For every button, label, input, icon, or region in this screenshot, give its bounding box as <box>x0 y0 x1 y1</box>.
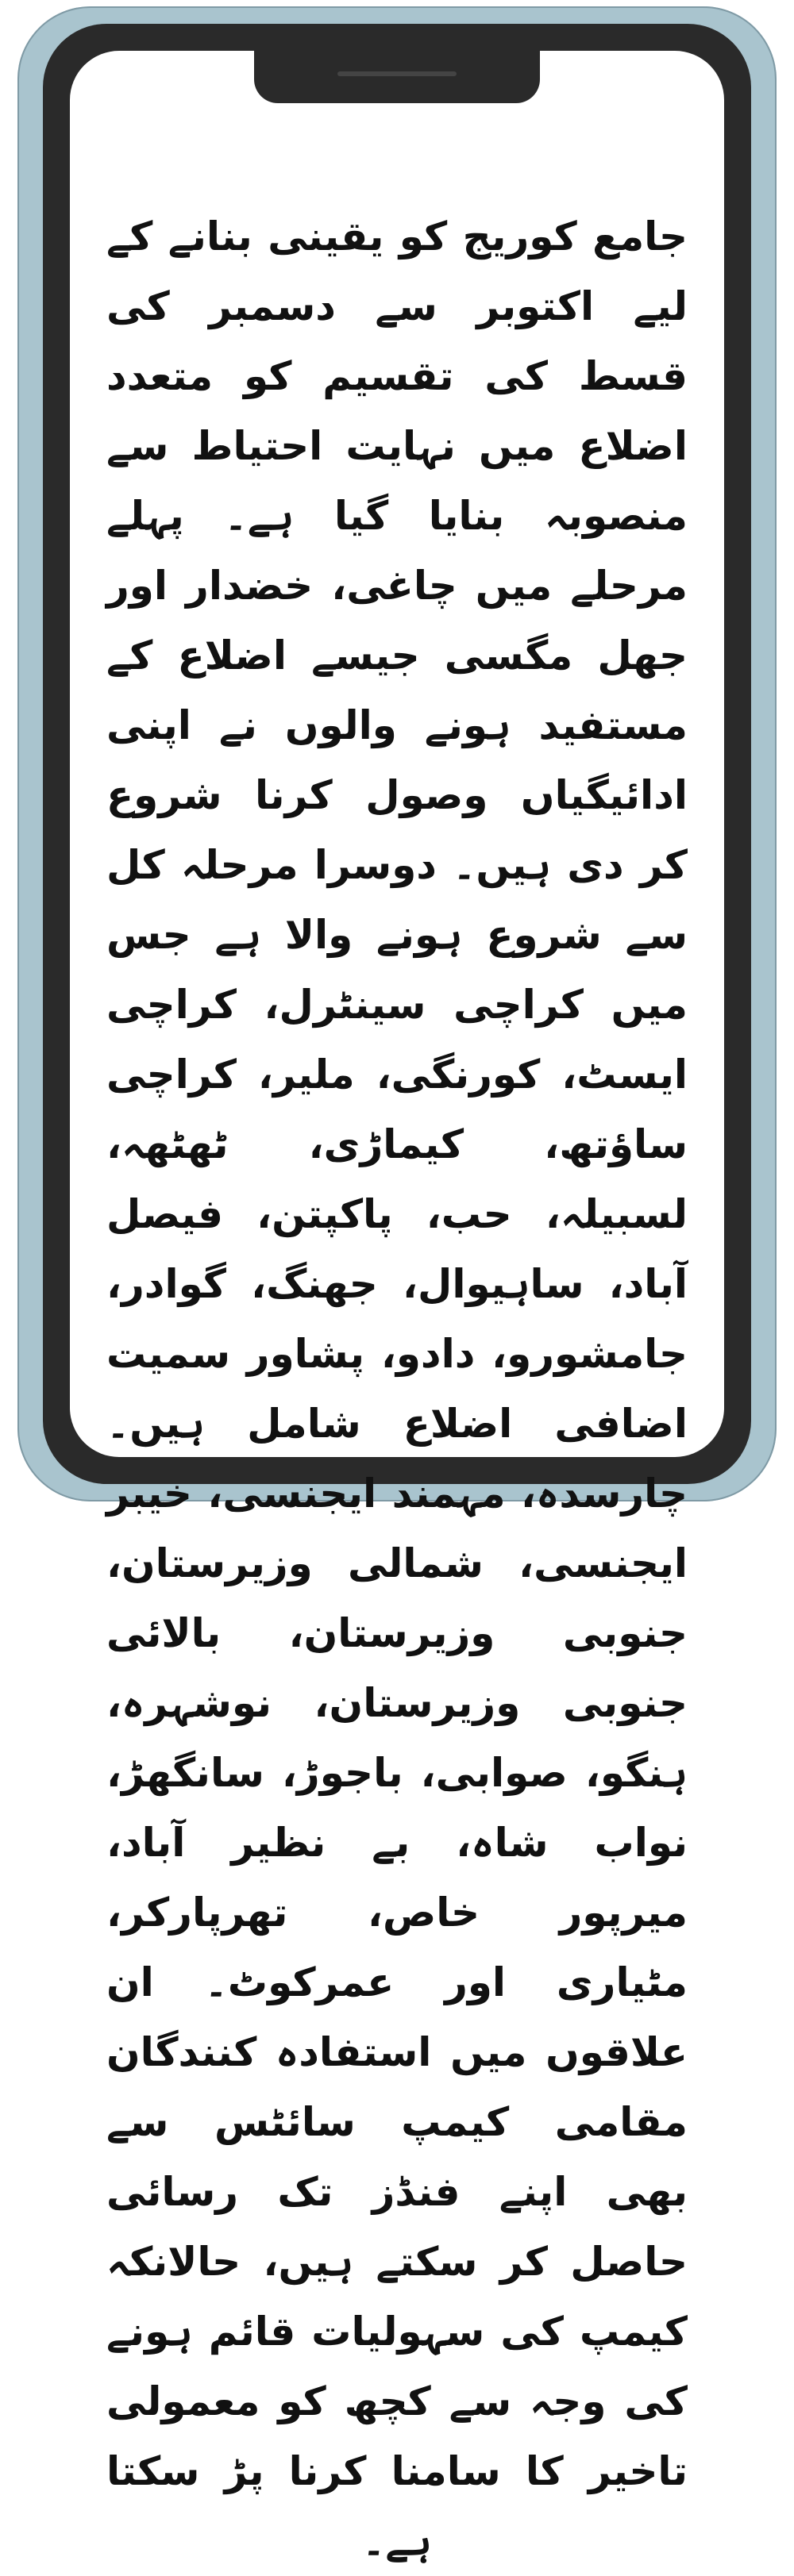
speaker-grille-icon <box>337 71 457 76</box>
phone-bezel <box>43 24 751 2564</box>
phone-notch <box>254 51 540 103</box>
phone-frame <box>17 6 777 2564</box>
article-body-text: جامع کوریج کو یقینی بنانے کے لیے اکتوبر سے دسمبر کی قسط کی تقسیم کو متعدد اضلاع میں نہایت احتیاط سے منصوبہ بنایا گیا ہے۔ پہلے مرحلے میں چاغی، خضدار اور جھل مگسی جیسے اضلاع کے مستفید ہونے والوں نے اپنی ادائیگیاں وصول کرنا شروع کر دی ہیں۔ دوسرا مرحلہ کل سے شروع ہونے والا ہے جس میں کراچی سینٹرل، کراچی ایسٹ، کورنگی، ملیر، کراچی ساؤتھ، کیماڑی، ٹھٹھہ، لسبیلہ، حب، پاکپتن، فیصل آباد، ساہیوال، جھنگ، گوادر، جامشورو، دادو، پشاور سمیت اضافی اضلاع شامل ہیں۔ چارسدہ، مہمند ایجنسی، خیبر ایجنسی، شمالی وزیرستان، جنوبی وزیرستان، بالائی جنوبی وزیرستان، نوشہرہ، ہنگو، صوابی، باجوڑ، سانگھڑ، نواب شاہ، بے نظیر آباد، میرپور خاص، تھرپارکر، مٹیاری اور عمرکوٹ۔ ان علاقوں میں استفادہ کنندگان مقامی کیمپ سائٹس سے بھی اپنے فنڈز تک رسائی حاصل کر سکتے ہیں، حالانکہ کیمپ کی سہولیات قائم ہونے کی وجہ سے کچھ کو معمولی تاخیر کا سامنا کرنا پڑ سکتا ہے۔ <box>106 213 688 2564</box>
phone-screen <box>70 51 724 2564</box>
